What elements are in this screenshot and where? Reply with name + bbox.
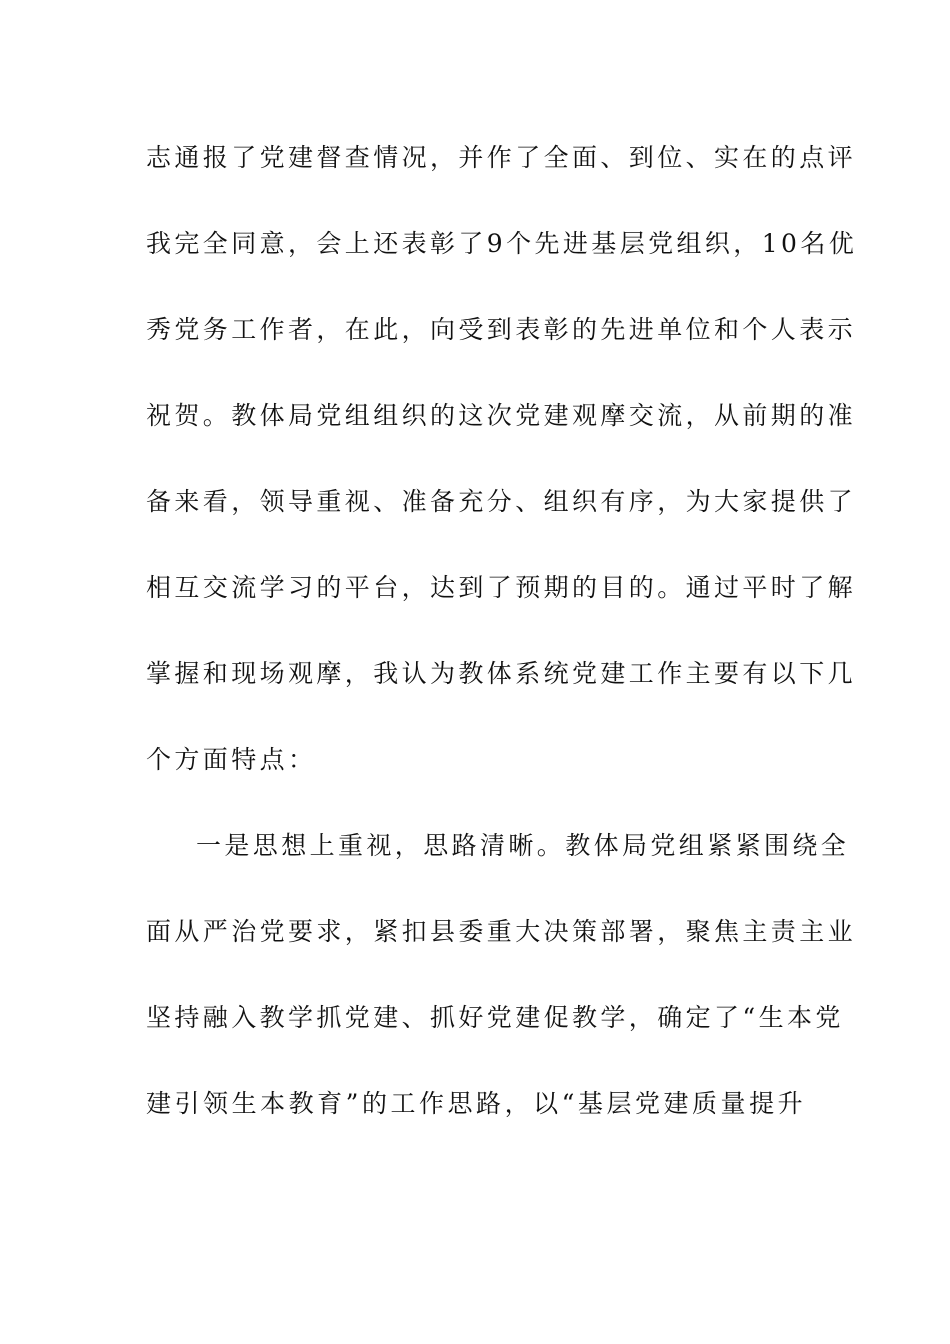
text-line: 我完全同意，会上还表彰了9个先进基层党组织，10名优 xyxy=(146,229,858,258)
text-line: 秀党务工作者，在此，向受到表彰的先进单位和个人表示 xyxy=(146,315,857,344)
text-line: 建引领生本教育”的工作思路，以“基层党建质量提升 xyxy=(146,1089,806,1118)
text-line: 坚持融入教学抓党建、抓好党建促教学，确定了“生本党 xyxy=(146,1003,844,1032)
text-line: 掌握和现场观摩，我认为教体系统党建工作主要有以下几 xyxy=(146,659,857,688)
text-line: 备来看，领导重视、准备充分、组织有序，为大家提供了 xyxy=(146,487,857,516)
text-line: 志通报了党建督查情况，并作了全面、到位、实在的点评 xyxy=(146,143,857,172)
text-line: 祝贺。教体局党组组织的这次党建观摩交流，从前期的准 xyxy=(146,401,857,430)
text-line: 面从严治党要求，紧扣县委重大决策部署，聚焦主责主业 xyxy=(146,917,857,946)
text-line: 相互交流学习的平台，达到了预期的目的。通过平时了解 xyxy=(146,573,857,602)
paragraph-first-line: 一是思想上重视，思路清晰。教体局党组紧紧围绕全 xyxy=(196,831,850,860)
text-line: 个方面特点： xyxy=(146,745,317,774)
